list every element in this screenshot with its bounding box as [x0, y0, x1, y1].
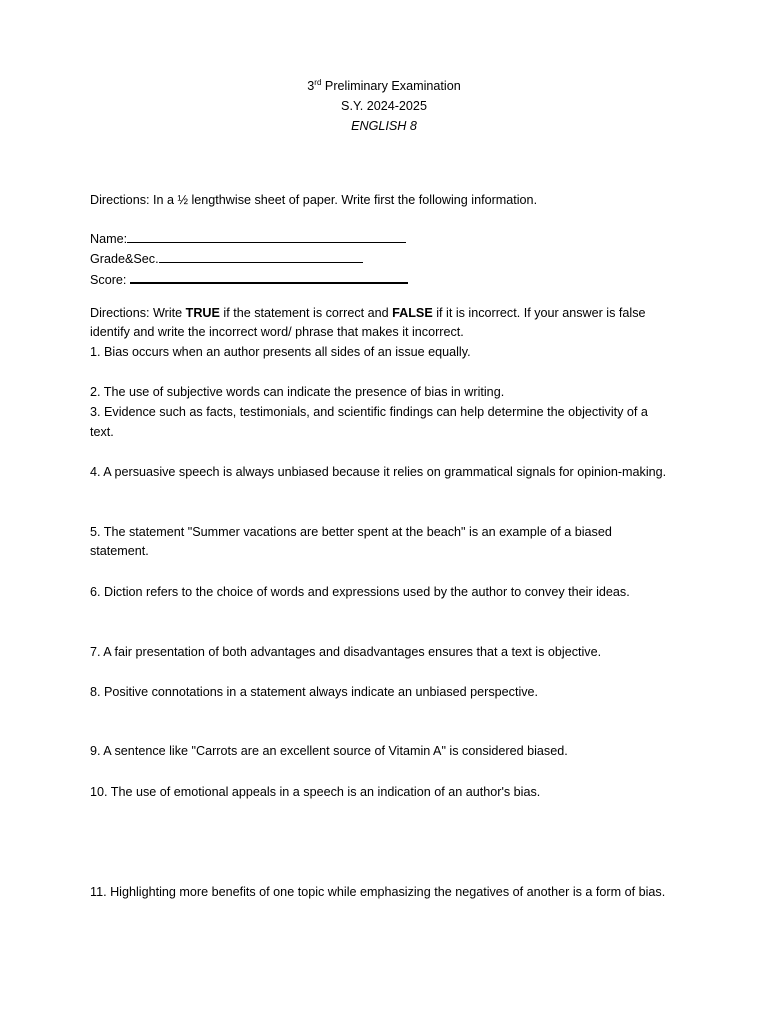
question-5: 5. The statement "Summer vacations are better spent at the beach" is an example of a biased — [90, 525, 612, 539]
subject-title: ENGLISH 8 — [351, 119, 417, 133]
directions-true-word: TRUE — [185, 306, 220, 320]
grade-blank — [159, 261, 363, 263]
grade-field — [90, 249, 363, 269]
directions-info: Directions: In a ½ lengthwise sheet of paper. Write first the following information. — [90, 193, 538, 207]
exam-ordinal-suffix: rd — [314, 78, 322, 87]
question-7: 7. A fair presentation of both advantages and disadvantages ensures that a text is objective. — [90, 645, 602, 659]
directions-text-2: if the statement is correct and — [219, 306, 393, 320]
directions-line-2: identify and write the incorrect word/ phrase that makes it incorrect. — [90, 325, 464, 339]
question-5-cont: statement. — [90, 544, 149, 558]
question-9: 9. A sentence like "Carrots are an excellent source of Vitamin A" is considered biased. — [90, 744, 568, 758]
name-blank — [127, 241, 406, 243]
question-10: 10. The use of emotional appeals in a speech is an indication of an author's bias. — [90, 785, 541, 799]
question-11: 11. Highlighting more benefits of one topic while emphasizing the negatives of another is a form of bias. — [90, 885, 666, 899]
exam-ordinal: 3 — [307, 79, 315, 93]
exam-title — [0, 76, 768, 96]
score-blank — [130, 281, 408, 284]
score-label: Score: — [90, 273, 130, 287]
directions-text-3: if it is incorrect. If your answer is false — [432, 306, 646, 320]
directions-text-1: Directions: Write — [90, 306, 186, 320]
question-3-cont: text. — [90, 425, 114, 439]
score-field — [90, 270, 408, 290]
grade-label: Grade&Sec. — [90, 252, 159, 266]
exam-title-text: Preliminary Examination — [321, 79, 461, 93]
question-1: 1. Bias occurs when an author presents all sides of an issue equally. — [90, 345, 471, 359]
question-6: 6. Diction refers to the choice of words and expressions used by the author to convey their ideas. — [90, 585, 630, 599]
question-4: 4. A persuasive speech is always unbiased because it relies on grammatical signals for opinion-making. — [90, 465, 667, 479]
question-3: 3. Evidence such as facts, testimonials, and scientific findings can help determine the objectivity of a — [90, 405, 648, 419]
name-field — [90, 229, 406, 249]
directions-false-word: FALSE — [392, 306, 433, 320]
school-year: S.Y. 2024-2025 — [341, 99, 427, 113]
question-2: 2. The use of subjective words can indicate the presence of bias in writing. — [90, 385, 505, 399]
question-8: 8. Positive connotations in a statement always indicate an unbiased perspective. — [90, 685, 539, 699]
directions-true-false — [90, 303, 646, 323]
name-label: Name: — [90, 232, 128, 246]
